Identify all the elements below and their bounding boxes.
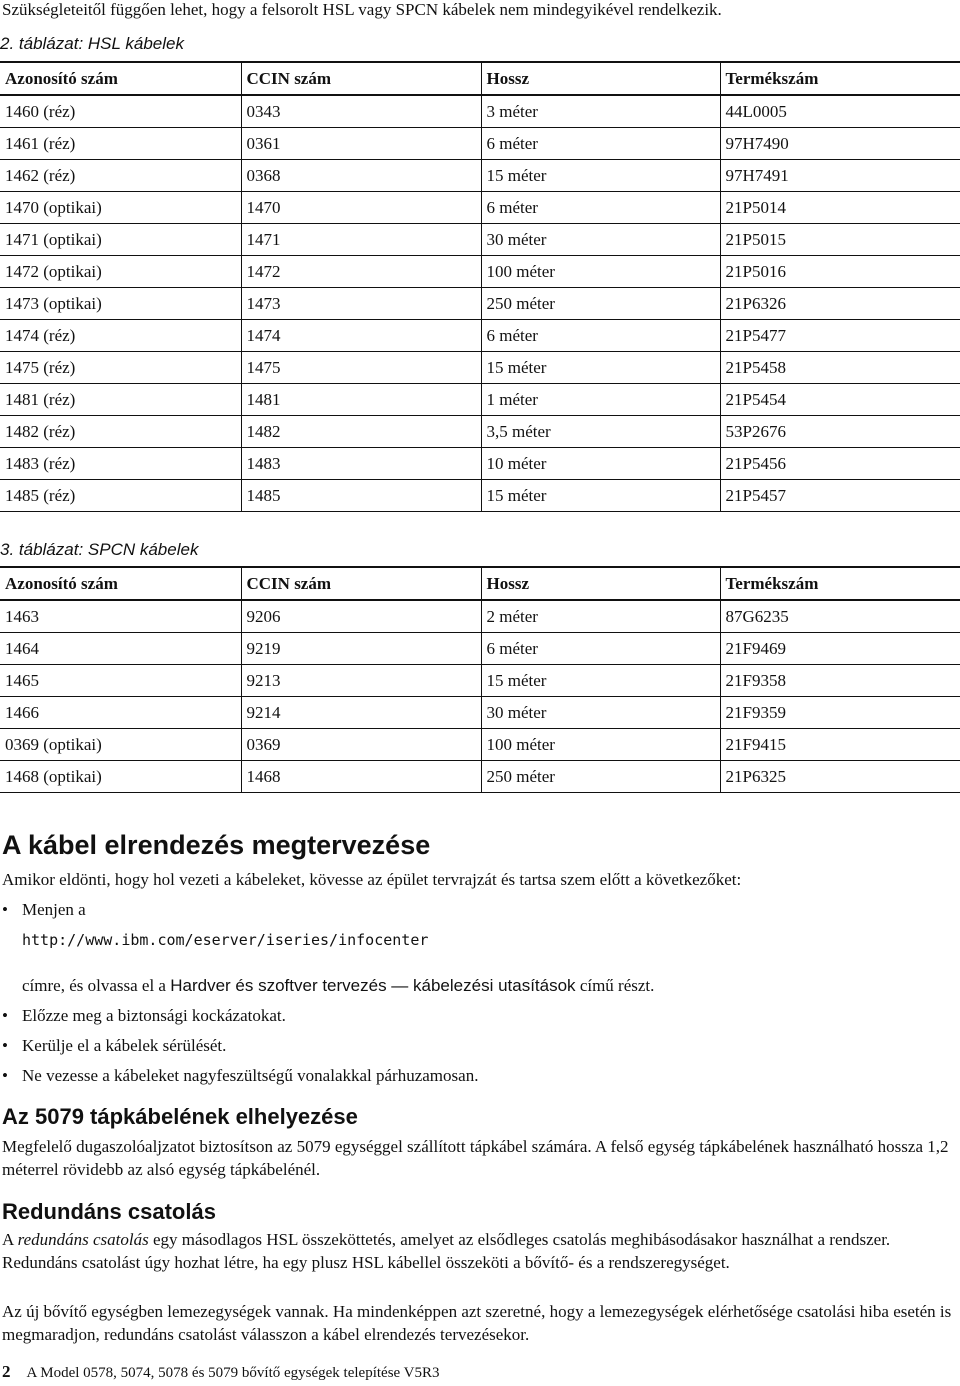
table-cell: 0361: [241, 128, 481, 160]
table-cell: 44L0005: [720, 95, 960, 128]
table-row: [0, 480, 960, 512]
instruction-text-end: című részt.: [575, 976, 655, 995]
table-row: [0, 384, 960, 416]
table-cell: 100 méter: [481, 729, 720, 761]
table-cell: 1483: [241, 448, 481, 480]
table-row: [0, 448, 960, 480]
bullet-icon: •: [2, 1036, 8, 1055]
table-cell: 6 méter: [481, 633, 720, 665]
column-header: CCIN szám: [241, 62, 481, 95]
table-cell: 1481 (réz): [0, 384, 241, 416]
table-cell: 1475: [241, 352, 481, 384]
table-cell: 1466: [0, 697, 241, 729]
text-run: egy másodlagos HSL összeköttetés, amelyet az elsődleges csatolás meghibásodásakor használhat a rendszer. Redundáns csatolást úgy hozhat létre, ha egy plusz HSL kábellel összeköti a bővítő- és a rendszeregységet.: [2, 1230, 891, 1272]
bullet-item: [2, 1006, 286, 1026]
column-header: Termékszám: [720, 62, 960, 95]
table-cell: 30 méter: [481, 697, 720, 729]
table-cell: 1470: [241, 192, 481, 224]
column-header: CCIN szám: [241, 567, 481, 600]
table-cell: 21P5016: [720, 256, 960, 288]
table-cell: 21F9358: [720, 665, 960, 697]
power-cable-text: Megfelelő dugaszolóaljzatot biztosítson az 5079 egységgel szállított tápkábel számára. A felső egység tápkábelének használható hossza 1,2 méterrel rövidebb az alsó egység tápkábelénél.: [2, 1137, 949, 1179]
table-cell: 1472 (optikai): [0, 256, 241, 288]
redundant-link-paragraph-2: Az új bővítő egységben lemezegységek vannak. Ha mindenképpen azt szeretné, hogy a lemezegységek elérhetősége csatolási hiba esetén is megmaradjon, redundáns csatolást válasszon a kábel elrendezés tervezésekor.: [2, 1302, 952, 1344]
table-cell: 100 méter: [481, 256, 720, 288]
page-footer: [2, 1362, 440, 1382]
bullet-icon: •: [2, 1066, 8, 1085]
bullet-text: Kerülje el a kábelek sérülését.: [22, 1036, 227, 1055]
table-row: [0, 761, 960, 793]
table-header-row: [0, 62, 960, 95]
table-header-row: [0, 567, 960, 600]
table-cell: 1474 (réz): [0, 320, 241, 352]
table-cell: 1485 (réz): [0, 480, 241, 512]
table-cell: 21P5477: [720, 320, 960, 352]
table-cell: 250 méter: [481, 288, 720, 320]
table-cell: 0343: [241, 95, 481, 128]
table-cell: 1464: [0, 633, 241, 665]
table-cell: 1472: [241, 256, 481, 288]
table-row: [0, 192, 960, 224]
spcn-cables-table: [0, 566, 960, 793]
table-cell: 1471 (optikai): [0, 224, 241, 256]
cable-layout-lead: Amikor eldönti, hogy hol vezeti a kábeleket, kövesse az épület tervrajzát és tartsa szem előtt a következőket:: [2, 870, 742, 889]
table-cell: 21P5456: [720, 448, 960, 480]
table-cell: 15 méter: [481, 352, 720, 384]
table-cell: 97H7490: [720, 128, 960, 160]
table-cell: 97H7491: [720, 160, 960, 192]
section-title-cable-layout: A kábel elrendezés megtervezése: [2, 830, 431, 860]
column-header: Hossz: [481, 567, 720, 600]
doc-reference-link[interactable]: Hardver és szoftver tervezés — kábelezési utasítások: [170, 976, 576, 995]
table-cell: 30 méter: [481, 224, 720, 256]
table-cell: 1474: [241, 320, 481, 352]
bullet-text: Ne vezesse a kábeleket nagyfeszültségű vonalakkal párhuzamosan.: [22, 1066, 479, 1085]
table-cell: 1481: [241, 384, 481, 416]
table-cell: 15 méter: [481, 160, 720, 192]
table-cell: 1473: [241, 288, 481, 320]
table-cell: 1475 (réz): [0, 352, 241, 384]
redundant-link-paragraph: [2, 1228, 958, 1274]
url-instruction: [22, 976, 654, 996]
emphasized-term: redundáns csatolás: [17, 1230, 149, 1249]
bullet-text: Előzze meg a biztonsági kockázatokat.: [22, 1006, 286, 1025]
table-cell: 1473 (optikai): [0, 288, 241, 320]
table-row: [0, 729, 960, 761]
table2-caption: 2. táblázat: HSL kábelek: [0, 34, 184, 53]
table-row: [0, 224, 960, 256]
table-cell: 15 méter: [481, 480, 720, 512]
table-row: [0, 697, 960, 729]
instruction-text: címre, és olvassa el a: [22, 976, 171, 995]
bullet-item: [2, 1066, 478, 1086]
bullet-item: [2, 1036, 226, 1056]
bullet-text: Menjen a: [22, 900, 86, 919]
table-cell: 1468: [241, 761, 481, 793]
intro-text: Szükségleteitől függően lehet, hogy a felsorolt HSL vagy SPCN kábelek nem mindegyikével rendelkezik.: [2, 0, 722, 19]
table-cell: 21P5015: [720, 224, 960, 256]
table-cell: 21P5458: [720, 352, 960, 384]
table-cell: 3,5 méter: [481, 416, 720, 448]
column-header: Termékszám: [720, 567, 960, 600]
section-title-power-cable: Az 5079 tápkábelének elhelyezése: [2, 1104, 358, 1129]
table-cell: 1470 (optikai): [0, 192, 241, 224]
table-row: [0, 320, 960, 352]
table-cell: 1 méter: [481, 384, 720, 416]
table-cell: 21F9469: [720, 633, 960, 665]
table-row: [0, 352, 960, 384]
table-cell: 1462 (réz): [0, 160, 241, 192]
bullet-icon: •: [2, 900, 8, 919]
table-cell: 9214: [241, 697, 481, 729]
table-cell: 21P5014: [720, 192, 960, 224]
table-row: [0, 256, 960, 288]
table-cell: 21P6326: [720, 288, 960, 320]
table-row: [0, 416, 960, 448]
table-cell: 53P2676: [720, 416, 960, 448]
bullet-icon: •: [2, 1006, 8, 1025]
table-cell: 1463: [0, 600, 241, 633]
table-cell: 1482 (réz): [0, 416, 241, 448]
bullet-item: [2, 900, 86, 920]
infocenter-url[interactable]: http://www.ibm.com/eserver/iseries/infocenter: [22, 931, 429, 949]
section-title-redundant-link: Redundáns csatolás: [2, 1199, 216, 1224]
column-header: Hossz: [481, 62, 720, 95]
table-cell: 0368: [241, 160, 481, 192]
table-cell: 9213: [241, 665, 481, 697]
column-header: Azonosító szám: [0, 62, 241, 95]
table-cell: 1461 (réz): [0, 128, 241, 160]
table-cell: 6 méter: [481, 320, 720, 352]
table3-caption: 3. táblázat: SPCN kábelek: [0, 540, 199, 559]
table-cell: 1468 (optikai): [0, 761, 241, 793]
table-cell: 9206: [241, 600, 481, 633]
table-cell: 0369 (optikai): [0, 729, 241, 761]
table-cell: 250 méter: [481, 761, 720, 793]
text-run: A: [2, 1230, 18, 1249]
table-cell: 2 méter: [481, 600, 720, 633]
table-row: [0, 288, 960, 320]
table-row: [0, 600, 960, 633]
hsl-cables-table: [0, 61, 960, 512]
table-cell: 10 méter: [481, 448, 720, 480]
table-cell: 3 méter: [481, 95, 720, 128]
table-cell: 1482: [241, 416, 481, 448]
table-cell: 0369: [241, 729, 481, 761]
table-row: [0, 128, 960, 160]
table-cell: 9219: [241, 633, 481, 665]
table-cell: 87G6235: [720, 600, 960, 633]
table-cell: 21F9359: [720, 697, 960, 729]
table-cell: 21P6325: [720, 761, 960, 793]
table-row: [0, 665, 960, 697]
page-number: 2: [2, 1362, 11, 1381]
table-cell: 15 méter: [481, 665, 720, 697]
column-header: Azonosító szám: [0, 567, 241, 600]
table-row: [0, 633, 960, 665]
footer-title: A Model 0578, 5074, 5078 és 5079 bővítő egységek telepítése V5R3: [26, 1365, 440, 1381]
table-cell: 6 méter: [481, 192, 720, 224]
table-cell: 21F9415: [720, 729, 960, 761]
table-row: [0, 95, 960, 128]
table-cell: 1483 (réz): [0, 448, 241, 480]
table-cell: 1485: [241, 480, 481, 512]
table-cell: 6 méter: [481, 128, 720, 160]
table-cell: 1465: [0, 665, 241, 697]
table-cell: 21P5454: [720, 384, 960, 416]
table-cell: 1471: [241, 224, 481, 256]
table-cell: 21P5457: [720, 480, 960, 512]
table-row: [0, 160, 960, 192]
table-cell: 1460 (réz): [0, 95, 241, 128]
